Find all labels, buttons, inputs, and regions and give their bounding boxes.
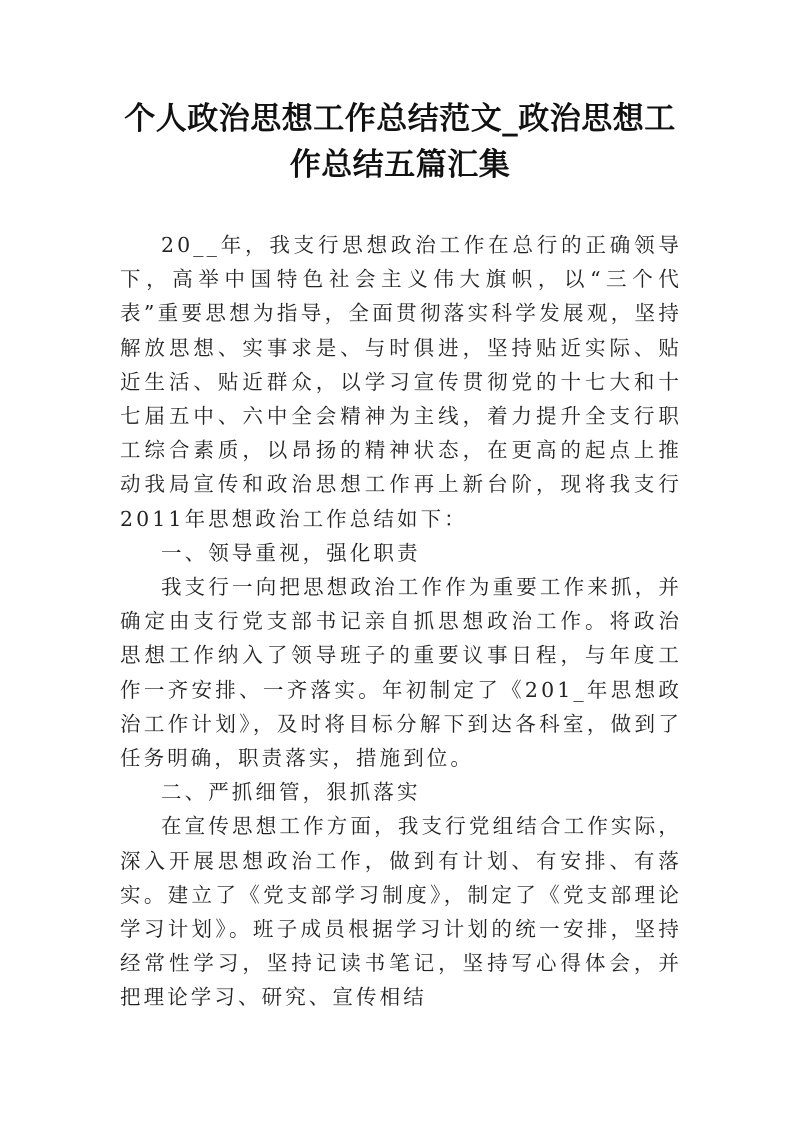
paragraph-section-1: 我支行一向把思想政治工作作为重要工作来抓，并确定由支行党支部书记亲自抓思想政治工作。将政治思想工作纳入了领导班子的重要议事日程，与年度工作一齐安排、一齐落实。年初制定了《201_年思想政治工作计划》，及时将目标分解下到达各科室，做到了任务明确，职责落实，措施到位。 <box>120 575 682 771</box>
document-title: 个人政治思想工作总结范文_政治思想工作总结五篇汇集 <box>124 101 676 183</box>
section-heading-1: 一、领导重视，强化职责 <box>161 540 421 565</box>
section-heading-2: 二、严抓细管，狠抓落实 <box>161 780 421 805</box>
paragraph-section-2: 在宣传思想工作方面，我支行党组结合工作实际，深入开展思想政治工作，做到有计划、有安排、有落实。建立了《党支部学习制度》，制定了《党支部理论学习计划》。班子成员根据学习计划的统一安排，坚持经常性学习，坚持记读书笔记，坚持写心得体会，并把理论学习、研究、宣传相结 <box>120 814 682 1010</box>
document-body <box>120 228 682 1015</box>
paragraph-intro: 20__年，我支行思想政治工作在总行的正确领导下，高举中国特色社会主义伟大旗帜，以“三个代表”重要思想为指导，全面贯彻落实科学发展观，坚持解放思想、实事求是、与时俱进，坚持贴近实际、贴近生活、贴近群众，以学习宣传贯彻党的十七大和十七届五中、六中全会精神为主线，着力提升全支行职工综合素质，以昂扬的精神状态，在更高的起点上推动我局宣传和政治思想工作再上新台阶，现将我支行2011年思想政治工作总结如下： <box>120 233 682 531</box>
